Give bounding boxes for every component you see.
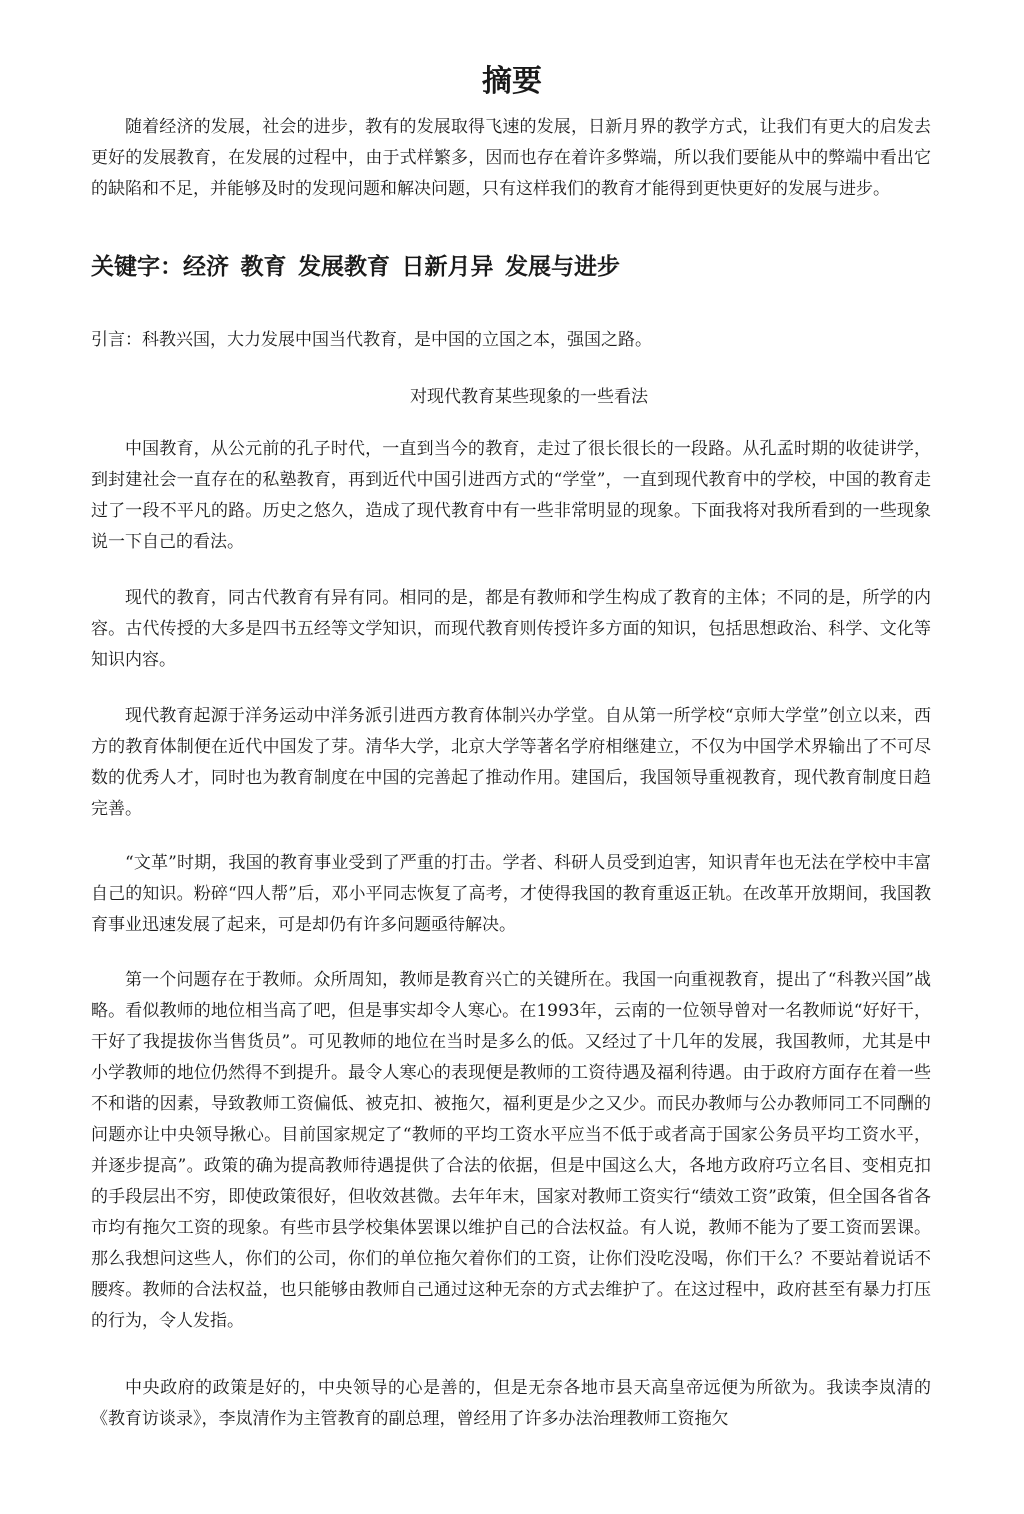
body-paragraph-6: 中央政府的政策是好的，中央领导的心是善的，但是无奈各地市县天高皇帝远便为所欲为。我读李岚清的《教育访谈录》，李岚清作为主管教育的副总理，曾经用了许多办法治理教师工资拖欠 xyxy=(91,1378,931,1429)
keyword-item: 发展与进步 xyxy=(505,254,620,280)
keyword-item: 经济 xyxy=(183,254,229,280)
keywords-line xyxy=(91,250,931,284)
keyword-item: 发展教育 xyxy=(298,254,390,280)
keyword-item: 教育 xyxy=(240,254,287,280)
body-paragraph-3: 现代教育起源于洋务运动中洋务派引进西方教育体制兴办学堂。自从第一所学校“京师大学堂”创立以来，西方的教育体制便在近代中国发了芽。清华大学，北京大学等著名学府相继建立，不仅为中国学术界输出了不可尽数的优秀人才，同时也为教育制度在中国的完善起了推动作用。建国后，我国领导重视教育，现代教育制度日趋完善。 xyxy=(91,706,931,819)
abstract-title: 摘要 xyxy=(482,64,542,99)
abstract-paragraph: 随着经济的发展，社会的进步，教有的发展取得飞速的发展，日新月界的教学方式，让我们有更大的启发去更好的发展教育，在发展的过程中，由于式样繁多，因而也存在着许多弊端，所以我们要能从中的弊端中看出它的缺陷和不足，并能够及时的发现问题和解决问题，只有这样我们的教育才能得到更快更好的发展与进步。 xyxy=(91,117,931,199)
section-title: 对现代教育某些现象的一些看法 xyxy=(410,387,648,407)
keyword-item: 日新月异 xyxy=(401,254,494,280)
body-paragraph-4: “文革”时期，我国的教育事业受到了严重的打击。学者、科研人员受到迫害，知识青年也无法在学校中丰富自己的知识。粉碎“四人帮”后，邓小平同志恢复了高考，才使得我国的教育重返正轨。在改革开放期间，我国教育事业迅速发展了起来，可是却仍有许多问题亟待解决。 xyxy=(91,853,931,935)
body-paragraph-1: 中国教育，从公元前的孔子时代，一直到当今的教育，走过了很长很长的一段路。从孔孟时期的收徒讲学，到封建社会一直存在的私塾教育，再到近代中国引进西方式的“学堂”，一直到现代教育中的学校，中国的教育走过了一段不平凡的路。历史之悠久，造成了现代教育中有一些非常明显的现象。下面我将对我所看到的一些现象说一下自己的看法。 xyxy=(91,439,931,552)
body-paragraph-5: 第一个问题存在于教师。众所周知，教师是教育兴亡的关键所在。我国一向重视教育，提出了“科教兴国”战略。看似教师的地位相当高了吧，但是事实却令人寒心。在1993年，云南的一位领导曾对一名教师说“好好干，干好了我提拔你当售货员”。可见教师的地位在当时是多么的低。又经过了十几年的发展，我国教师，尤其是中小学教师的地位仍然得不到提升。最令人寒心的表现便是教师的工资待遇及福利待遇。由于政府方面存在着一些不和谐的因素，导致教师工资偏低、被克扣、被拖欠，福利更是少之又少。而民办教师与公办教师同工不同酬的问题亦让中央领导揪心。目前国家规定了“教师的平均工资水平应当不低于或者高于国家公务员平均工资水平，并逐步提高”。政策的确为提高教师待遇提供了合法的依据，但是中国这么大，各地方政府巧立名目、变相克扣的手段层出不穷，即使政策很好，但收效甚微。去年年末，国家对教师工资实行“绩效工资”政策，但全国各省各市均有拖欠工资的现象。有些市县学校集体罢课以维护自己的合法权益。有人说，教师不能为了要工资而罢课。那么我想问这些人，你们的公司，你们的单位拖欠着你们的工资，让你们没吃没喝，你们干么？不要站着说话不腰疼。教师的合法权益，也只能够由教师自己通过这种无奈的方式去维护了。在这过程中，政府甚至有暴力打压的行为，令人发指。 xyxy=(91,970,931,1331)
body-paragraph-2: 现代的教育，同古代教育有异有同。相同的是，都是有教师和学生构成了教育的主体；不同的是，所学的内容。古代传授的大多是四书五经等文学知识，而现代教育则传授许多方面的知识，包括思想政治、科学、文化等知识内容。 xyxy=(91,588,931,670)
keywords-label: 关键字： xyxy=(91,254,183,280)
intro-line: 引言：科教兴国，大力发展中国当代教育，是中国的立国之本，强国之路。 xyxy=(91,330,652,350)
